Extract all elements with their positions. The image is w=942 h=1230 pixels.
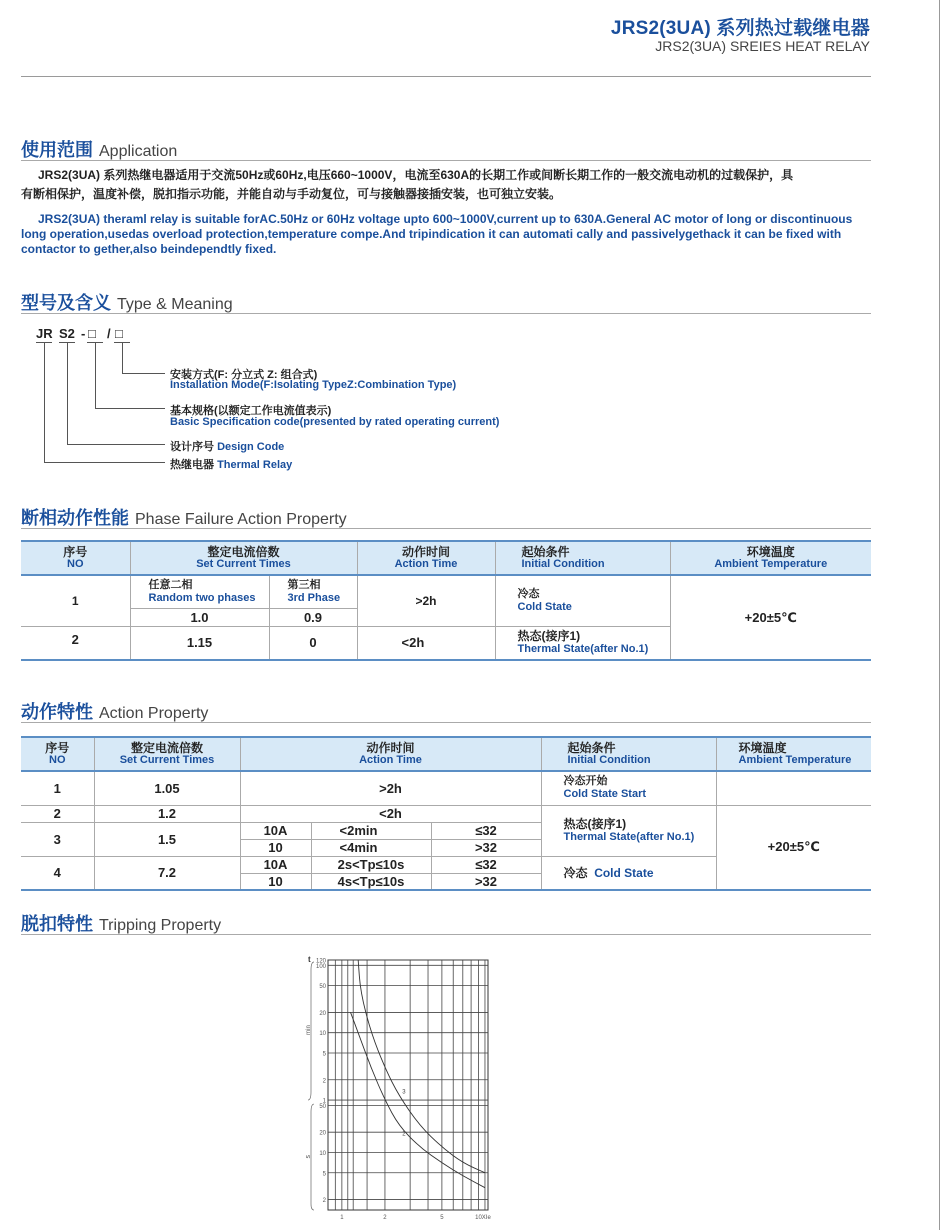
section-title-cn: 动作特性: [21, 702, 93, 722]
y-tick-label: 2: [322, 1198, 326, 1205]
section-divider: [21, 313, 871, 314]
table-header-row: [21, 541, 871, 575]
x-tick-label: 5: [440, 1215, 444, 1221]
cell-action-time: <2h: [240, 805, 541, 822]
cell-ambient-temp: +20±5℃: [716, 805, 871, 890]
code-part-mode-box: □: [115, 326, 123, 341]
y-unit-label-min: min: [306, 1025, 312, 1035]
y-tick-label: 50: [319, 1103, 326, 1110]
curve-label-2: 2: [402, 1131, 406, 1138]
legend-thermal-relay-en: Thermal Relay: [217, 459, 293, 471]
y-tick-label: 5: [322, 1051, 326, 1058]
cell-subheader-third-phase: 第三相 3rd Phase: [269, 575, 357, 608]
legend-install-mode-en: Installation Mode(F:Isolating TypeZ:Combination Type): [170, 379, 457, 391]
section-title-en: Tripping Property: [99, 917, 222, 934]
section-divider: [21, 934, 871, 935]
cell-third-phase: 0: [269, 626, 357, 660]
cell-no: 3: [21, 822, 94, 856]
y-tick-label: 120: [315, 958, 326, 965]
y-tick-label: 20: [319, 1130, 326, 1137]
application-text-en: [21, 212, 877, 257]
x-tick-label: 10XIe: [475, 1215, 491, 1221]
phase-failure-table: [21, 540, 871, 661]
y-tick-label: 20: [319, 1010, 326, 1017]
cell-grade: 10: [240, 873, 311, 890]
section-title-cn: 型号及含义: [21, 293, 111, 313]
table-row: [21, 805, 871, 822]
application-text-cn-line2: 有断相保护，温度补偿，脱扣指示功能，并能自动与手动复位，可与接触器接插安装，也可独立安装。: [21, 187, 562, 201]
table-row: [21, 575, 871, 608]
section-title-en: Action Property: [99, 705, 209, 722]
header-no: 序号 NO: [21, 737, 94, 771]
y-tick-label: 100: [315, 963, 326, 970]
section-title-en: Application: [99, 143, 178, 160]
application-text-cn-line1: JRS2(3UA) 系列热继电器适用于交流50Hz或60Hz,电压660~1000V，电流至630A的长期工作或间断长期工作的一般交流电动机的过载保护，具: [38, 168, 794, 182]
page-subtitle: JRS2(3UA) SREIES HEAT RELAY: [655, 38, 870, 54]
curve-label-3: 3: [402, 1089, 406, 1096]
code-part-jr: JR: [36, 326, 53, 341]
cell-ambient-temp: +20±5℃: [670, 575, 871, 660]
y-tick-label: 1: [322, 1098, 326, 1105]
connector-design-v: [67, 342, 68, 444]
cell-set-current: 7.2: [94, 856, 240, 890]
header-divider: [21, 76, 871, 77]
cell-condition: 冷态开始 Cold State Start: [541, 771, 716, 805]
y-tick-label: 2: [322, 1078, 326, 1085]
action-property-table: [21, 736, 871, 891]
cell-no: 4: [21, 856, 94, 890]
section-title-en: Type & Meaning: [117, 296, 233, 313]
connector-relay-v: [44, 342, 45, 462]
cell-no: 1: [21, 575, 130, 626]
code-part-dash: -: [81, 326, 86, 341]
cell-subheader-two-phases: 任意二相 Random two phases: [130, 575, 269, 608]
x-tick-label: 2: [383, 1215, 387, 1221]
connector-mode-h: [122, 373, 165, 374]
y-tick-label: 10: [319, 1031, 326, 1038]
cell-condition: 热态(接序1) Thermal State(after No.1): [541, 805, 716, 856]
legend-thermal-relay-cn: 热继电器: [170, 459, 214, 471]
section-title-tripping: [21, 910, 221, 936]
cell-time: <4min: [311, 839, 431, 856]
header-no: 序号 NO: [21, 541, 130, 575]
code-part-spec-box: □: [88, 326, 96, 341]
y-axis-label: t: [308, 955, 311, 964]
connector-mode-v: [122, 342, 123, 373]
y-tick-label: 5: [322, 1171, 326, 1178]
cell-grade: 10: [240, 839, 311, 856]
cell-action-time: >2h: [357, 575, 495, 626]
page-right-border: [939, 0, 940, 1230]
page-title: JRS2(3UA) 系列热过载继电器: [610, 18, 870, 39]
code-part-s2: S2: [59, 326, 75, 341]
application-text-en-line3: contactor to gether,also beindependtly fixed.: [21, 242, 277, 256]
cell-condition: 冷态 Cold State: [541, 856, 716, 890]
header-initial-condition: 起始条件 Initial Condition: [495, 541, 670, 575]
code-part-slash: /: [107, 326, 111, 341]
section-divider: [21, 722, 871, 723]
connector-spec-v: [95, 342, 96, 408]
cell-current: ≤32: [431, 856, 541, 873]
cell-two-phases: 1.15: [130, 626, 269, 660]
application-text-en-line1: JRS2(3UA) theraml relay is suitable forAC.50Hz or 60Hz voltage upto 600~1000V,current up to 630A.General AC motor of long or discontinuous: [38, 212, 853, 226]
legend-install-mode-cn: 安装方式(F: 分立式 Z: 组合式): [170, 369, 318, 381]
cell-time: <2min: [311, 822, 431, 839]
header-action-time: 动作时间 Action Time: [357, 541, 495, 575]
header-set-current: 整定电流倍数 Set Current Times: [94, 737, 240, 771]
section-title-phase-failure: [21, 504, 347, 530]
cell-action-time: >2h: [240, 771, 541, 805]
legend-spec-cn: 基本规格(以额定工作电流值表示): [170, 405, 332, 417]
table-header-row: [21, 737, 871, 771]
cell-third-phase: 0.9: [269, 608, 357, 626]
legend-spec-en: Basic Specification code(presented by rated operating current): [170, 416, 500, 428]
cell-time: 2s<Tp≤10s: [311, 856, 431, 873]
cell-no: 2: [21, 805, 94, 822]
cell-current: >32: [431, 873, 541, 890]
section-title-cn: 脱扣特性: [21, 914, 93, 934]
cell-ambient-empty: [716, 771, 871, 805]
section-divider: [21, 160, 871, 161]
section-title-action-property: [21, 698, 208, 724]
legend-design-code-en: Design Code: [217, 441, 285, 453]
section-title-cn: 断相动作性能: [21, 508, 129, 528]
y-tick-label: 50: [319, 984, 326, 991]
cell-set-current: 1.5: [94, 822, 240, 856]
table-row: [21, 771, 871, 805]
tripping-chart: [298, 952, 498, 1222]
section-divider: [21, 528, 871, 529]
section-title-type-meaning: [21, 289, 233, 315]
header-action-time: 动作时间 Action Time: [240, 737, 541, 771]
cell-two-phases: 1.0: [130, 608, 269, 626]
cell-action-time: <2h: [357, 626, 495, 660]
y-unit-label-s: s: [305, 1154, 312, 1159]
cell-set-current: 1.2: [94, 805, 240, 822]
header-initial-condition: 起始条件 Initial Condition: [541, 737, 716, 771]
legend-design-code: [170, 438, 284, 454]
connector-design-h: [67, 444, 165, 445]
header-ambient-temp: 环境温度 Ambient Temperature: [670, 541, 871, 575]
section-title-application: [21, 136, 177, 162]
cell-time: 4s<Tp≤10s: [311, 873, 431, 890]
connector-relay-h: [44, 462, 165, 463]
cell-no: 1: [21, 771, 94, 805]
header-set-current: 整定电流倍数 Set Current Times: [130, 541, 357, 575]
connector-spec-h: [95, 408, 165, 409]
cell-set-current: 1.05: [94, 771, 240, 805]
x-tick-label: 1: [340, 1215, 344, 1221]
application-text-en-line2: long operation,usedas overload protection,temperature compe.And tripindication it can automati cally and passivelygethack it can be fixed with: [21, 227, 842, 241]
section-title-en: Phase Failure Action Property: [135, 511, 347, 528]
header-ambient-temp: 环境温度 Ambient Temperature: [716, 737, 871, 771]
legend-design-code-cn: 设计序号: [170, 441, 214, 453]
cell-condition: 热态(接序1) Thermal State(after No.1): [495, 626, 670, 660]
section-title-cn: 使用范围: [21, 140, 93, 160]
cell-current: >32: [431, 839, 541, 856]
cell-no: 2: [21, 626, 130, 660]
application-text-cn: [21, 166, 877, 204]
y-tick-label: 10: [319, 1150, 326, 1157]
curve-series-3: [358, 960, 485, 1173]
legend-thermal-relay: [170, 456, 292, 472]
cell-current: ≤32: [431, 822, 541, 839]
cell-grade: 10A: [240, 822, 311, 839]
cell-condition: 冷态 Cold State: [495, 575, 670, 626]
cell-grade: 10A: [240, 856, 311, 873]
